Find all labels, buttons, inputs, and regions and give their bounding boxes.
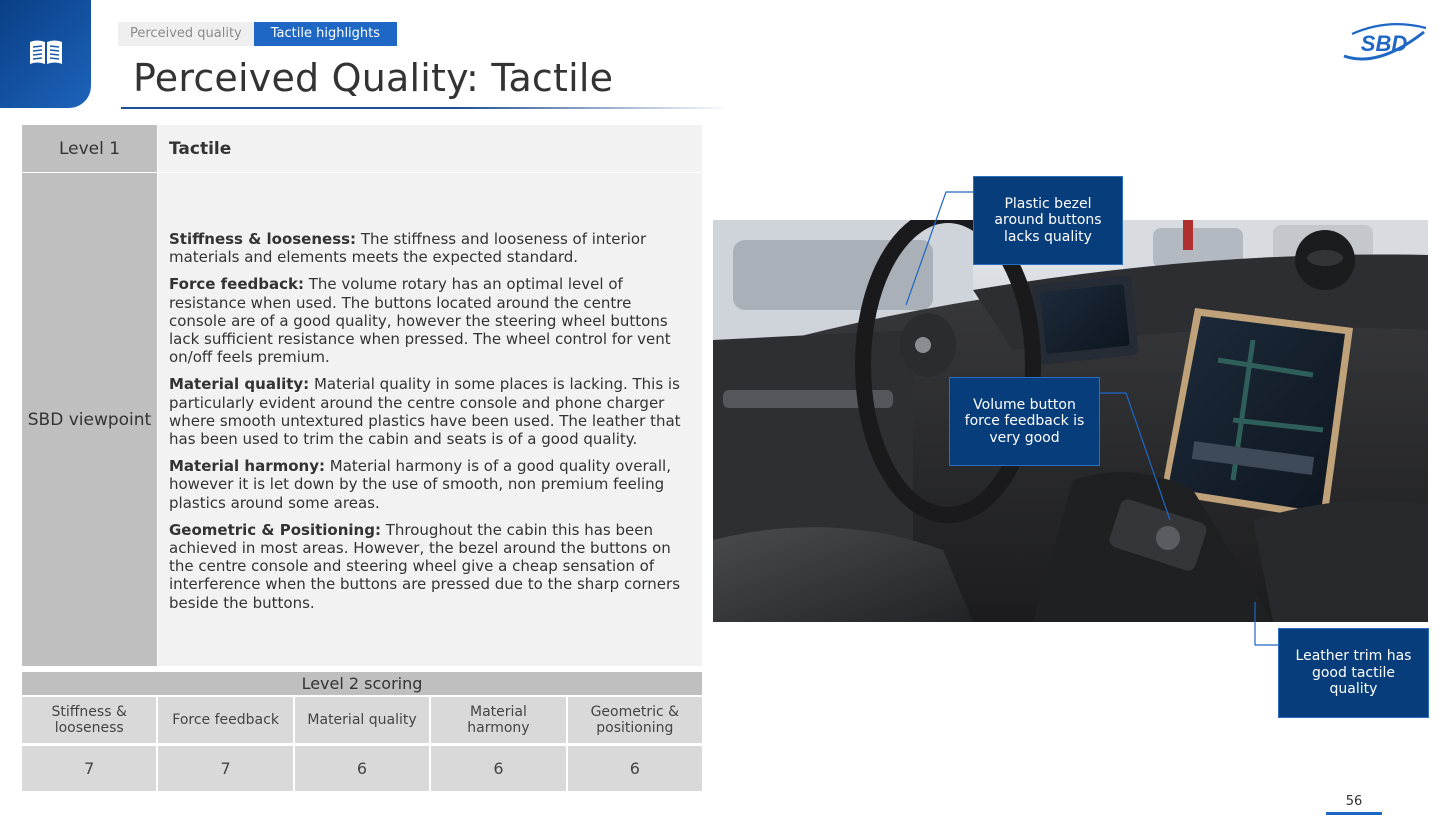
viewpoint-item: Force feedback: The volume rotary has an optimal level of resistance when used. The buttons located around the centre console are of a good quality, however the steering wheel buttons lack sufficient resistance when pressed. The wheel control for vent on/off feels premium. (169, 275, 671, 367)
level2-score-row (22, 746, 702, 791)
title-underline (121, 107, 731, 109)
level2-heading: Level 2 scoring (22, 672, 702, 695)
level1-label: Level 1 (22, 125, 157, 172)
sbd-logo (1338, 20, 1430, 66)
breadcrumb (118, 22, 397, 46)
viewpoint-item: Stiffness & looseness: The stiffness and looseness of interior materials and elements meets the expected standard. (169, 230, 647, 267)
viewpoint-item: Geometric & Positioning: Throughout the cabin this has been achieved in most areas. However, the bezel around the buttons on the centre console and steering wheel give a cheap sensation of interference when the buttons are pressed due to the sharp corners beside the buttons. (169, 520, 681, 612)
level2-score: 6 (431, 746, 565, 791)
page-number-underline (1326, 812, 1382, 815)
page-number: 56 (1345, 794, 1363, 809)
level2-score: 7 (158, 746, 292, 791)
level1-value: Tactile (158, 125, 702, 172)
level2-score: 7 (22, 746, 156, 791)
callout-bezel: Plastic bezel around buttons lacks quality (973, 176, 1123, 265)
callout-volume: Volume button force feedback is very good (949, 377, 1100, 466)
level2-category: Material harmony (431, 697, 565, 743)
breadcrumb-tactile-highlights[interactable]: Tactile highlights (254, 22, 397, 46)
level2-score: 6 (295, 746, 429, 791)
logo-text: SBD (1360, 31, 1408, 56)
level2-category: Force feedback (158, 697, 292, 743)
viewpoint-item: Material harmony: Material harmony is of a good quality overall, however it is let down by the use of smooth, non premium feeling plastics around some areas. (169, 457, 671, 512)
table-row-level1 (22, 125, 702, 172)
level2-category: Material quality (295, 697, 429, 743)
level2-category: Geometric & positioning (568, 697, 702, 743)
corner-badge (0, 0, 91, 108)
level2-category: Stiffness & looseness (22, 697, 156, 743)
viewpoint-label: SBD viewpoint (22, 173, 157, 666)
page-title: Perceived Quality: Tactile (133, 56, 614, 100)
level2-category-row (22, 697, 702, 743)
callout-leather: Leather trim has good tactile quality (1278, 628, 1429, 718)
book-icon (28, 38, 64, 66)
table-row-viewpoint (22, 173, 702, 666)
viewpoint-item: Material quality: Material quality in some places is lacking. This is particularly evident around the centre console and phone charger where smooth untextured plastics have been used. The leather that has been used to trim the cabin and seats is of a good quality. (169, 375, 681, 449)
breadcrumb-perceived-quality[interactable]: Perceived quality (118, 22, 254, 46)
level2-score: 6 (568, 746, 702, 791)
viewpoint-body (158, 173, 702, 666)
